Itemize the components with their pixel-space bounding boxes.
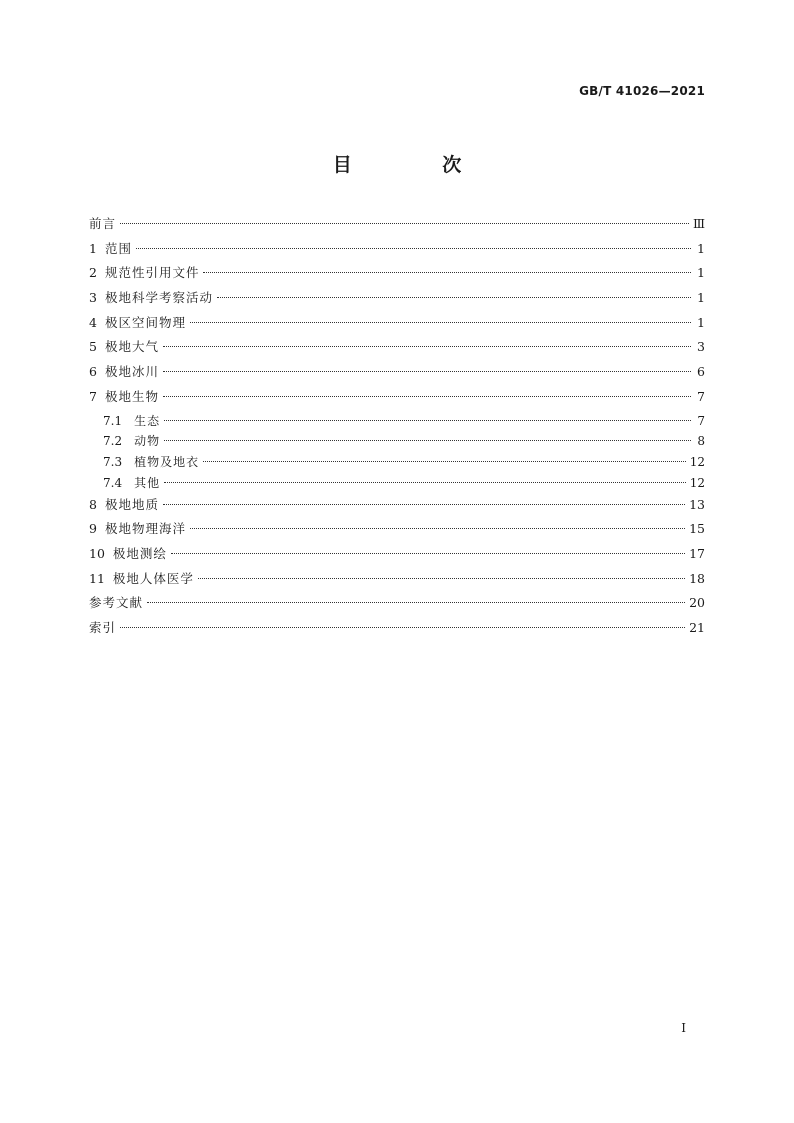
toc-entry-number: 7 xyxy=(89,388,97,404)
toc-entry-number: 5 xyxy=(89,339,97,355)
toc-entry-number: 7.2 xyxy=(103,434,123,449)
toc-entry-label: 极地测绘 xyxy=(112,546,167,562)
toc-entry[interactable] xyxy=(89,387,705,412)
toc-leader-dots xyxy=(203,461,686,462)
toc-leader-dots xyxy=(203,272,691,273)
toc-entry-number: 7.1 xyxy=(103,413,123,428)
toc-entry-label: 极地科学考察活动 xyxy=(104,290,213,306)
toc-entry[interactable] xyxy=(89,313,705,338)
toc-entry-number: 7.3 xyxy=(103,455,123,470)
toc-entry-label: 规范性引用文件 xyxy=(104,265,200,281)
toc-entry-page: 6 xyxy=(697,364,705,380)
toc-entry-number: 2 xyxy=(89,265,97,281)
toc-entry-number: 4 xyxy=(89,314,97,330)
toc-leader-dots xyxy=(120,223,689,224)
toc-leader-dots xyxy=(164,440,691,441)
toc-leader-dots xyxy=(198,578,685,579)
toc-leader-dots xyxy=(217,297,691,298)
toc-leader-dots xyxy=(163,396,691,397)
toc-entry-label: 极地冰川 xyxy=(104,364,159,380)
toc-entry-page: 1 xyxy=(697,290,705,306)
toc-entry[interactable] xyxy=(89,214,705,239)
toc-entry-label: 植物及地衣 xyxy=(134,455,200,470)
toc-entry-page: 12 xyxy=(689,475,705,490)
toc-entry[interactable] xyxy=(89,569,705,594)
toc-entry-number: 7.4 xyxy=(103,475,123,490)
toc-leader-dots xyxy=(164,482,686,483)
toc-entry[interactable] xyxy=(89,412,705,433)
toc-leader-dots xyxy=(163,371,691,372)
toc-entry-number: 9 xyxy=(89,521,97,537)
toc-entry[interactable] xyxy=(89,593,705,618)
toc-entry-page: 17 xyxy=(689,546,705,562)
toc-entry-label: 生态 xyxy=(134,413,161,428)
toc-entry-label: 极地物理海洋 xyxy=(104,521,186,537)
toc-entry-label: 极地地质 xyxy=(104,496,159,512)
toc-leader-dots xyxy=(164,420,691,421)
toc-entry[interactable] xyxy=(89,474,705,495)
toc-entry-page: 13 xyxy=(689,496,705,512)
toc-entry[interactable] xyxy=(89,618,705,643)
toc-entry-page: 15 xyxy=(689,521,705,537)
toc-entry[interactable] xyxy=(89,453,705,474)
standard-number: GB/T 41026—2021 xyxy=(579,84,705,98)
toc-entry-label: 前言 xyxy=(89,216,117,231)
toc-leader-dots xyxy=(147,602,685,603)
toc-entry-label: 范围 xyxy=(104,240,132,256)
toc-entry[interactable] xyxy=(89,337,705,362)
toc-entry[interactable] xyxy=(89,519,705,544)
toc-entry-label: 极地生物 xyxy=(104,388,159,404)
toc-entry-page: 1 xyxy=(697,314,705,330)
toc-leader-dots xyxy=(136,248,691,249)
toc-entry[interactable] xyxy=(89,432,705,453)
toc-leader-dots xyxy=(163,346,691,347)
toc-entry-page: 8 xyxy=(697,434,705,449)
toc-entry-label: 动物 xyxy=(134,434,161,449)
toc-entry-page: 12 xyxy=(689,455,705,470)
toc-entry-label: 极地人体医学 xyxy=(112,570,194,586)
toc-leader-dots xyxy=(120,627,685,628)
toc-leader-dots xyxy=(171,553,685,554)
toc-entry-label: 其他 xyxy=(134,475,161,490)
toc-entry-number: 8 xyxy=(89,496,97,512)
toc-entry-label: 参考文献 xyxy=(89,595,144,611)
toc-entry-number: 3 xyxy=(89,290,97,306)
toc-entry[interactable] xyxy=(89,239,705,264)
toc-entry-label: 极地大气 xyxy=(104,339,159,355)
toc-entry-label: 索引 xyxy=(89,620,117,636)
toc-entry-page: 20 xyxy=(689,595,705,611)
toc-entry-page: 7 xyxy=(697,388,705,404)
toc-entry[interactable] xyxy=(89,495,705,520)
toc-entry-page: 18 xyxy=(689,570,705,586)
toc-entry-label: 极区空间物理 xyxy=(104,314,186,330)
toc-leader-dots xyxy=(190,322,691,323)
toc-leader-dots xyxy=(163,504,685,505)
toc-entry-page: 1 xyxy=(697,265,705,281)
toc-entry[interactable] xyxy=(89,544,705,569)
toc-entry[interactable] xyxy=(89,288,705,313)
toc-entry-page: 3 xyxy=(697,339,705,355)
toc-entry[interactable] xyxy=(89,362,705,387)
toc-entry-page: 21 xyxy=(689,620,705,636)
toc-entry[interactable] xyxy=(89,263,705,288)
toc-entry-page: Ⅲ xyxy=(692,216,705,231)
toc-entry-number: 1 xyxy=(89,240,97,256)
page-title: 目 次 xyxy=(332,154,504,176)
toc-leader-dots xyxy=(190,528,685,529)
toc-entry-number: 11 xyxy=(89,570,105,586)
toc-entry-number: 10 xyxy=(89,546,105,562)
page-number: I xyxy=(681,1021,686,1035)
table-of-contents xyxy=(89,214,705,643)
toc-entry-page: 7 xyxy=(697,413,705,428)
toc-entry-number: 6 xyxy=(89,364,97,380)
toc-entry-page: 1 xyxy=(697,240,705,256)
